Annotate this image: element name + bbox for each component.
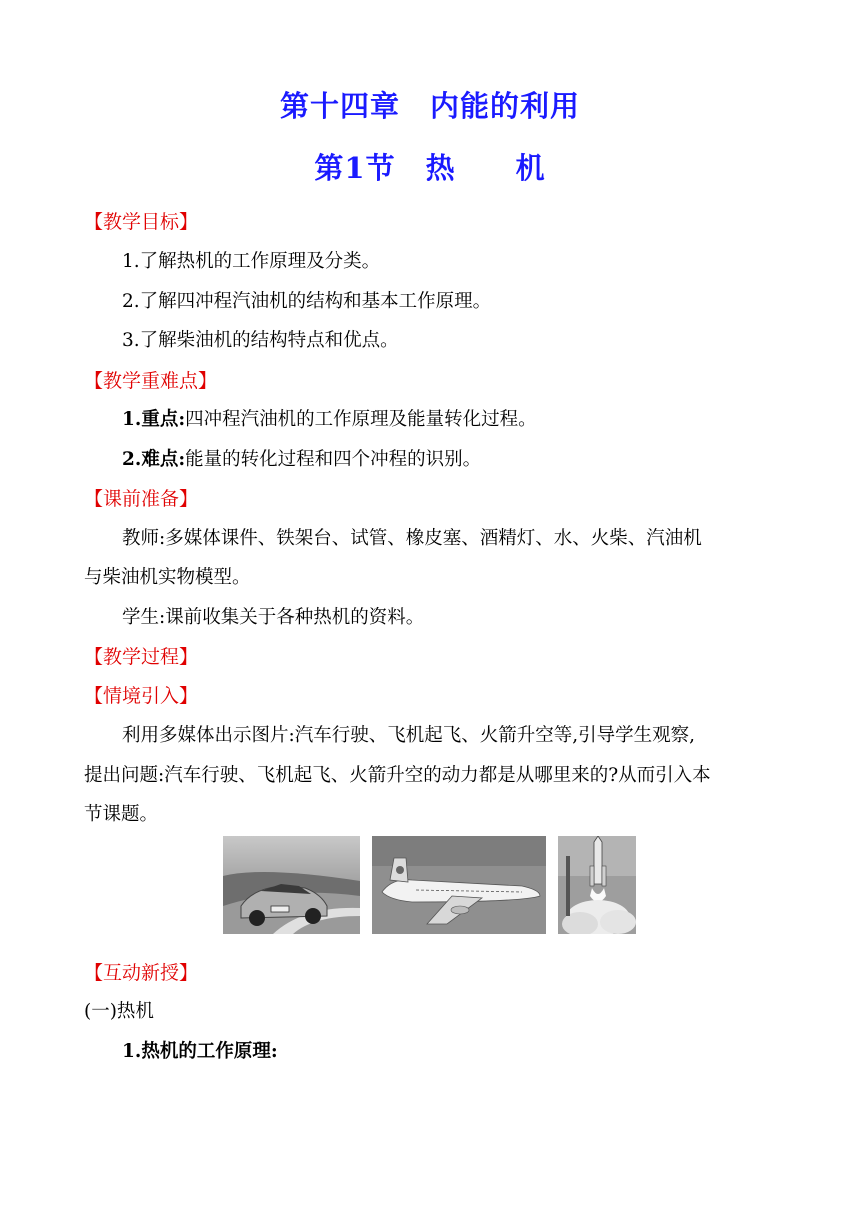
intro-line: 节课题。 [84,804,159,825]
teacher-prep-line: 教师:多媒体课件、铁架台、试管、橡皮塞、酒精灯、水、火柴、汽油机 [122,528,702,549]
objective-item: 1.了解热机的工作原理及分类。 [122,251,381,272]
intro-line: 利用多媒体出示图片:汽车行驶、飞机起飞、火箭升空等,引导学生观察, [122,725,695,746]
new-lesson-heading: 【互动新授】 [84,962,199,984]
process-heading: 【教学过程】 [84,646,199,668]
focus-text: 四冲程汽油机的工作原理及能量转化过程。 [185,409,537,430]
airplane-photo [372,836,546,934]
key-points-heading: 【教学重难点】 [84,370,218,392]
teacher-prep-line-cont: 与柴油机实物模型。 [84,567,251,588]
student-prep-line: 学生:课前收集关于各种热机的资料。 [122,607,425,628]
intro-line: 提出问题:汽车行驶、飞机起飞、火箭升空的动力都是从哪里来的?从而引入本 [84,765,711,786]
rocket-photo [558,836,636,934]
car-photo [223,836,360,934]
focus-label: 1.重点: [122,409,186,430]
chapter-title: 第十四章 内能的利用 [279,89,580,123]
preparation-heading: 【课前准备】 [84,488,199,510]
focus-line [122,405,537,431]
item-heating-principle: 1.热机的工作原理: [122,1041,278,1062]
difficulty-line [122,445,481,471]
subsection-heading: (一)热机 [84,1001,154,1022]
objective-item: 3.了解柴油机的结构特点和优点。 [122,330,399,351]
objectives-heading: 【教学目标】 [84,211,199,233]
difficulty-text: 能量的转化过程和四个冲程的识别。 [185,449,482,470]
intro-heading: 【情境引入】 [84,685,199,707]
difficulty-label: 2.难点: [122,449,186,470]
objective-item: 2.了解四冲程汽油机的结构和基本工作原理。 [122,291,492,312]
section-title: 第1节 热 机 [314,151,546,185]
